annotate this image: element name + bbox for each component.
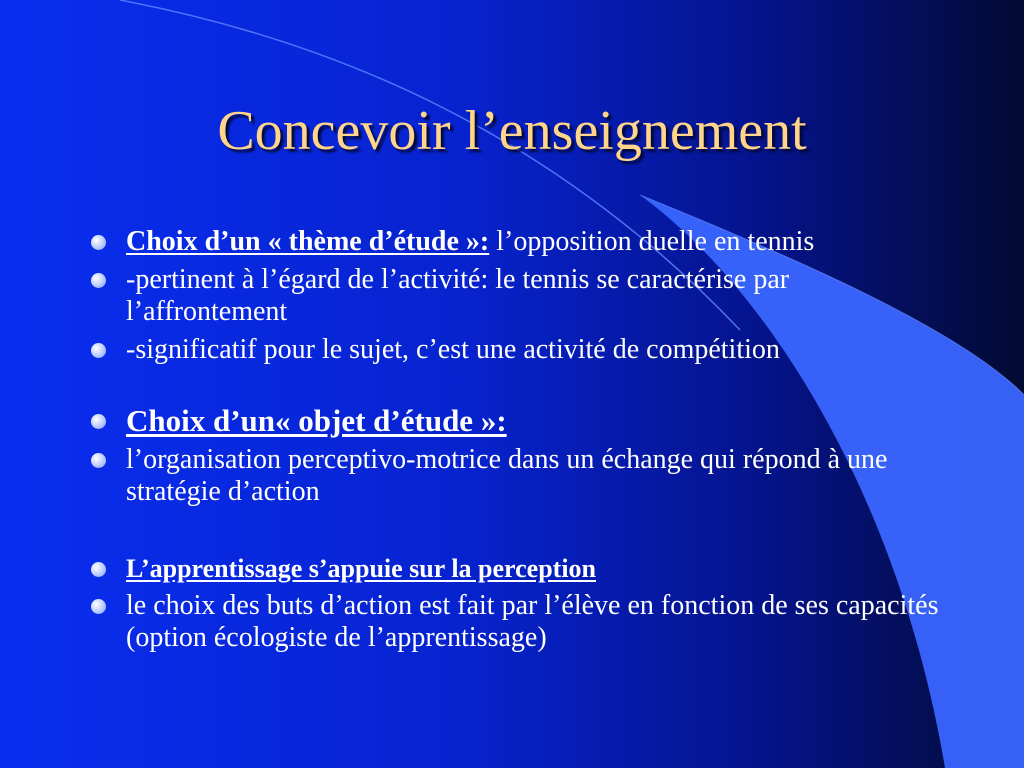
bullet-item (86, 590, 946, 654)
slide-title: Concevoir l’enseignement (217, 100, 807, 162)
bullet-item (86, 554, 946, 584)
bullet-dot-icon (91, 414, 106, 429)
bullet-dot-icon (91, 453, 106, 468)
bullet-heading: L’apprentissage s’appuie sur la perception (126, 554, 597, 583)
bullet-text: le choix des buts d’action est fait par l’élève en fonction de ses capacités (option écologiste de l’apprentissage) (126, 590, 939, 653)
bullet-dot-icon (91, 273, 106, 288)
bullet-dot-icon (91, 343, 106, 358)
bullet-item (86, 334, 946, 366)
bullet-item (86, 264, 946, 328)
bullet-dot-icon (91, 235, 106, 250)
bullet-list (86, 226, 946, 654)
bullet-text: l’organisation perceptivo-motrice dans un échange qui répond à une stratégie d’action (126, 444, 888, 507)
bullet-text: -significatif pour le sujet, c’est une activité de compétition (126, 334, 780, 365)
bullet-dot-icon (91, 562, 106, 577)
bullet-heading: Choix d’un « thème d’étude »: (126, 226, 490, 257)
bullet-text: -pertinent à l’égard de l’activité: le tennis se caractérise par l’affrontement (126, 264, 790, 327)
bullet-dot-icon (91, 599, 106, 614)
bullet-heading: Choix d’un« objet d’étude »: (126, 403, 507, 438)
bullet-item (86, 404, 946, 438)
bullet-item (86, 444, 946, 508)
bullet-text: l’opposition duelle en tennis (489, 226, 815, 257)
bullet-item (86, 226, 946, 258)
